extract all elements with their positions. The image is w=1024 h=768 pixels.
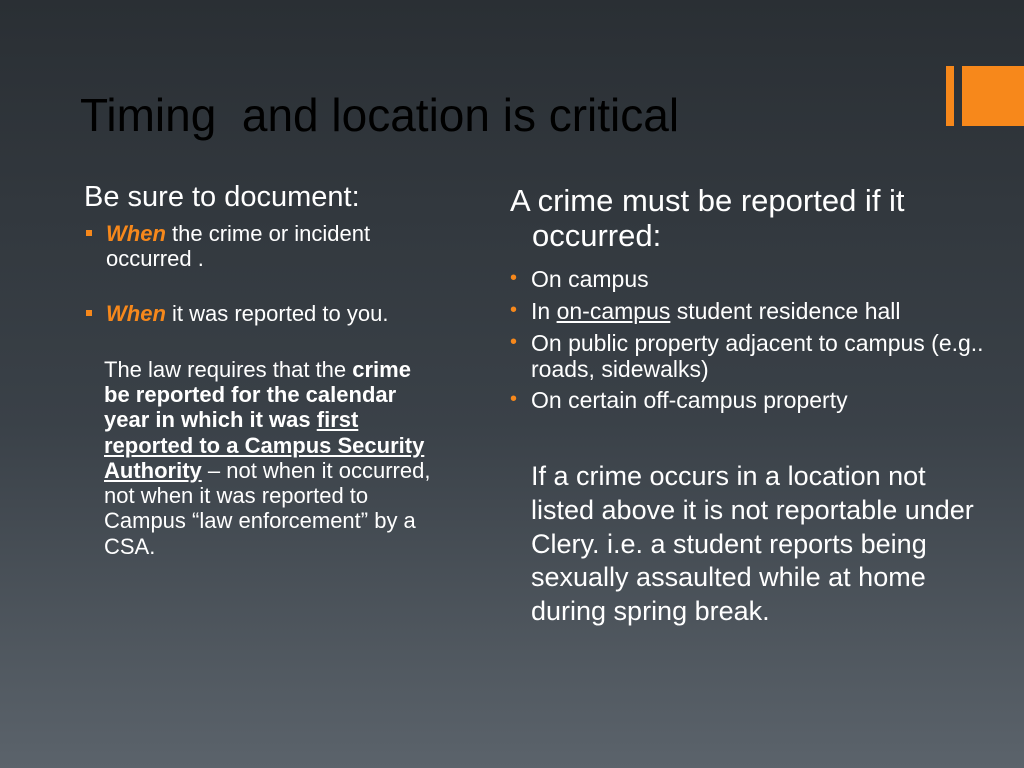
square-bullet-icon: [86, 230, 92, 236]
law-paragraph: [84, 357, 434, 559]
dot-bullet-icon: •: [510, 330, 518, 353]
list-item-text: On campus: [531, 266, 649, 293]
right-heading: A crime must be reported if it occurred:: [510, 183, 905, 253]
list-item: [510, 331, 990, 383]
accent-bar-thick: [962, 66, 1024, 126]
law-text-bold: crime be reported for the calendar year in which it was: [104, 356, 411, 433]
bullet-text: it was reported to you.: [165, 301, 389, 327]
list-item: [510, 267, 990, 293]
list-item: [510, 388, 990, 414]
law-text-bold-underlined: first reported to a Campus Security Authority: [104, 407, 425, 483]
dot-bullet-icon: •: [510, 388, 518, 411]
bullet-when-occurred: [84, 221, 434, 272]
location-list: [510, 267, 990, 414]
law-text-rest: – not when it occurred, not when it was reported to Campus “law enforcement” by a CSA.: [104, 457, 431, 559]
accent-bar-thin: [946, 66, 954, 126]
dot-bullet-icon: •: [510, 267, 518, 290]
left-column: [84, 180, 434, 559]
list-item-text: In: [531, 298, 557, 325]
square-bullet-icon: [86, 310, 92, 316]
list-item-text: On certain off-campus property: [531, 387, 848, 414]
list-item-text-rest: student residence hall: [670, 298, 901, 325]
bullet-when-reported: [84, 301, 434, 326]
bullet-emphasis: When: [106, 220, 166, 246]
clery-note: If a crime occurs in a location not listed above it is not reportable under Clery. i.e. a student reports being sexually assaulted while at home during spring break.: [531, 461, 974, 627]
list-item-underlined: on-campus: [556, 298, 671, 325]
bullet-text: the crime or incident occurred .: [106, 220, 371, 272]
slide-title: Timing and location is critical: [80, 89, 680, 141]
right-column: [510, 184, 990, 629]
dot-bullet-icon: •: [510, 299, 518, 322]
list-item-text: On public property adjacent to campus (e.g.. roads, sidewalks): [531, 329, 984, 382]
list-item: [510, 299, 990, 325]
left-heading: Be sure to document:: [84, 181, 360, 213]
bullet-emphasis: When: [106, 301, 166, 327]
law-text-intro: The law requires that the: [104, 356, 353, 382]
